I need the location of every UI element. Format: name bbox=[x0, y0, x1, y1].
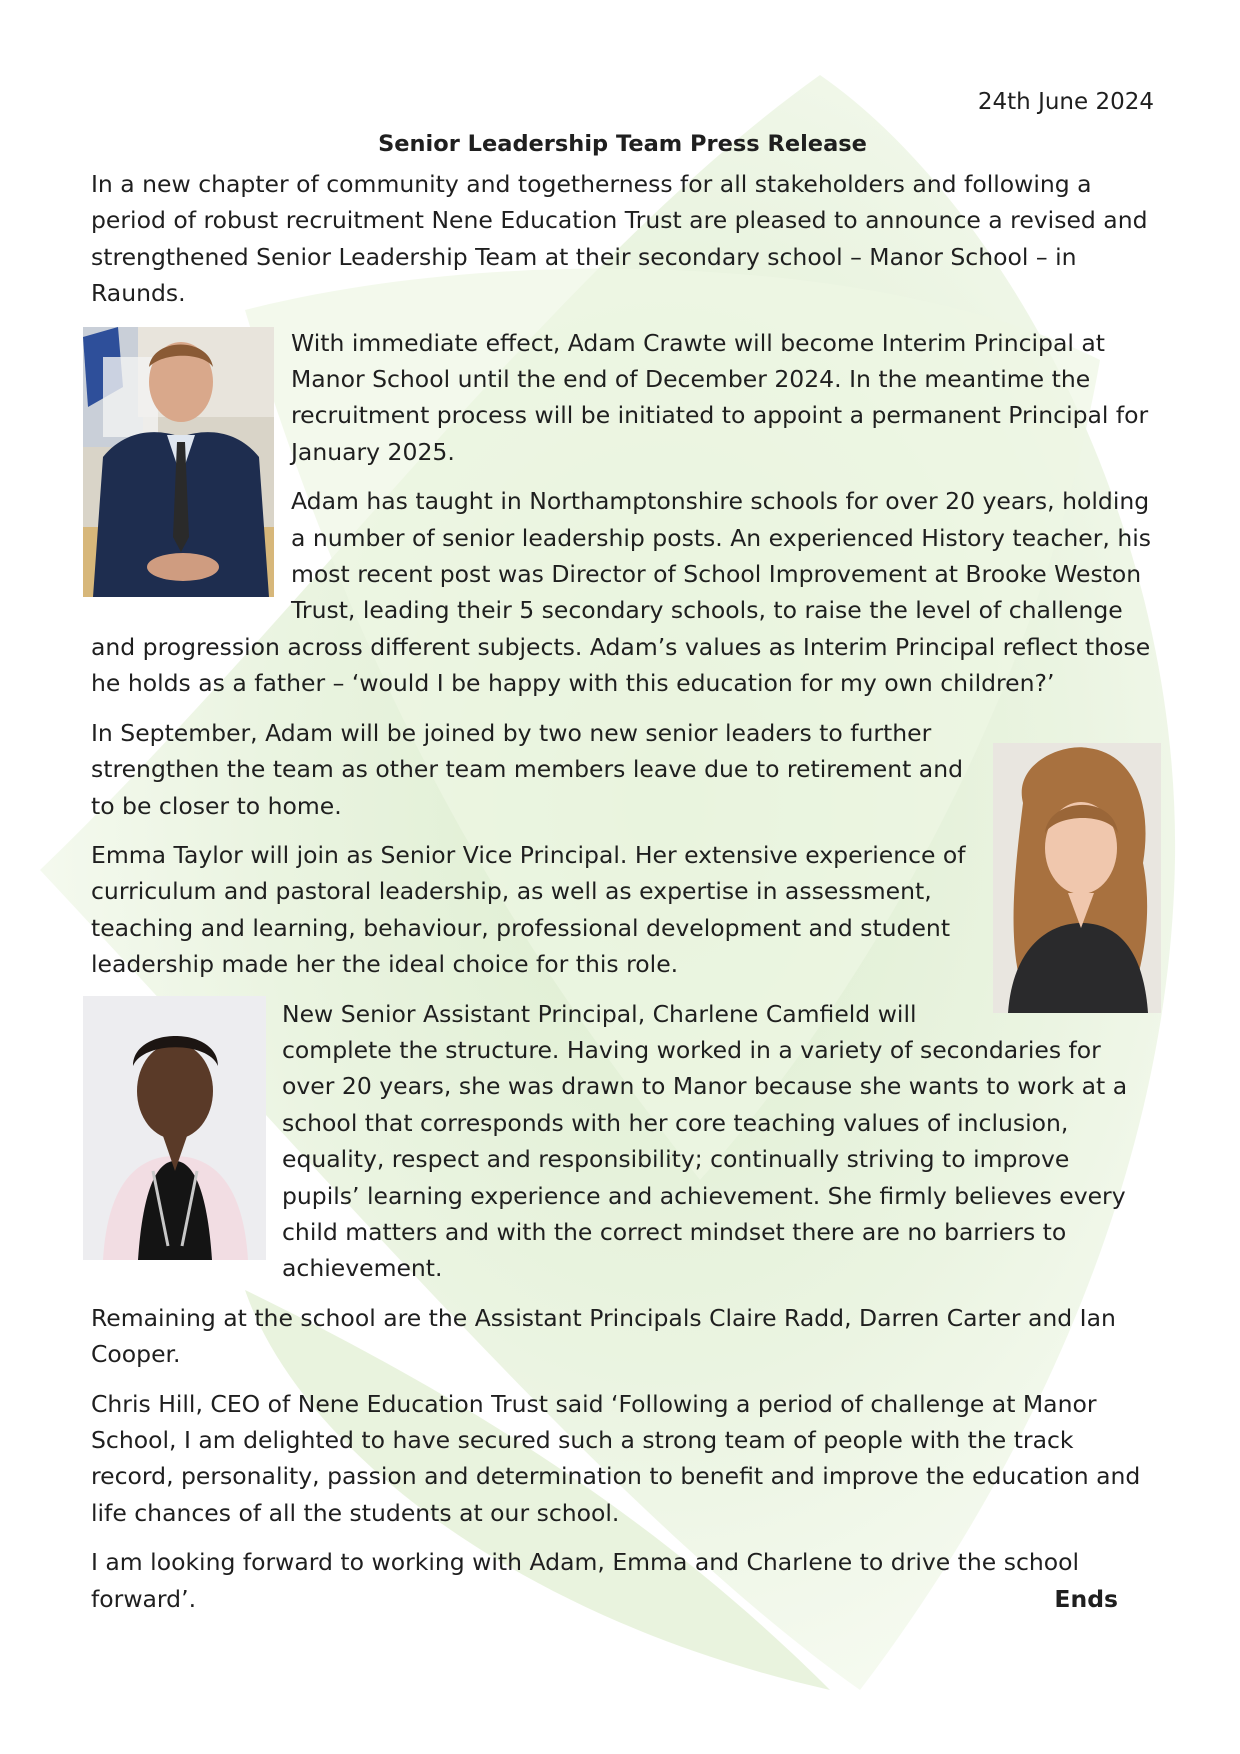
charlene-camfield-photo bbox=[83, 996, 266, 1260]
remaining-section bbox=[91, 1300, 1154, 1373]
emma-taylor-photo bbox=[993, 743, 1161, 1013]
release-date: 24th June 2024 bbox=[977, 89, 1154, 115]
article-body bbox=[91, 86, 1154, 1630]
page-title: Senior Leadership Team Press Release bbox=[378, 131, 867, 157]
closing-text: I am looking forward to working with Adam, Emma and Charlene to drive the school forward’. bbox=[91, 1548, 1080, 1613]
adam-crawte-photo bbox=[83, 327, 274, 597]
closing-paragraph bbox=[91, 1544, 1154, 1617]
emma-paragraph: Emma Taylor will join as Senior Vice Principal. Her extensive experience of curriculum and pastoral leadership, as well as expertise in assessment, teaching and learning, behaviour, professional development and student leadership made her the ideal choice for this role. bbox=[91, 840, 966, 979]
september-paragraph: In September, Adam will be joined by two new senior leaders to further strengthen the team as other team members leave due to retirement and to be closer to home. bbox=[91, 718, 964, 820]
adam-background-paragraph: Adam has taught in Northamptonshire schools for over 20 years, holding a number of senior leadership posts. An experienced History teacher, his most recent post was Director of School Improvement at Brooke Weston Trust, leading their 5 secondary schools, to raise the level of challenge and progression across different subjects. Adam’s values as Interim Principal reflect those he holds as a father – ‘would I be happy with this education for my own children?’ bbox=[91, 487, 1151, 698]
adam-appointment-paragraph: With immediate effect, Adam Crawte will become Interim Principal at Manor School until the end of December 2024. In the meantime the recruitment process will be initiated to appoint a permanent Principal for January 2025. bbox=[291, 328, 1149, 466]
ends-label: Ends bbox=[1054, 1584, 1118, 1613]
ceo-quote-paragraph: Chris Hill, CEO of Nene Education Trust said ‘Following a period of challenge at Manor School, I am delighted to have secured such a strong team of people with the track record, personality, passion and determination to benefit and improve the education and life chances of all the students at our school. bbox=[91, 1389, 1141, 1527]
intro-paragraph: In a new chapter of community and togetherness for all stakeholders and following a period of robust recruitment Nene Education Trust are pleased to announce a revised and strengthened Senior Leadership Team at their secondary school – Manor School – in Raunds. bbox=[91, 170, 1148, 308]
remaining-paragraph: Remaining at the school are the Assistant Principals Claire Radd, Darren Carter and Ian Cooper. bbox=[91, 1303, 1116, 1369]
charlene-paragraph: New Senior Assistant Principal, Charlene Camfield will complete the structure. Having worked in a variety of secondaries for over 20 years, she was drawn to Manor because she wants to work at a school that corresponds with her core teaching values of inclusion, equality, respect and responsibility; continually striving to improve pupils’ learning experience and achievement. She firmly believes every child matters and with the correct mindset there are no barriers to achievement. bbox=[282, 999, 1128, 1283]
